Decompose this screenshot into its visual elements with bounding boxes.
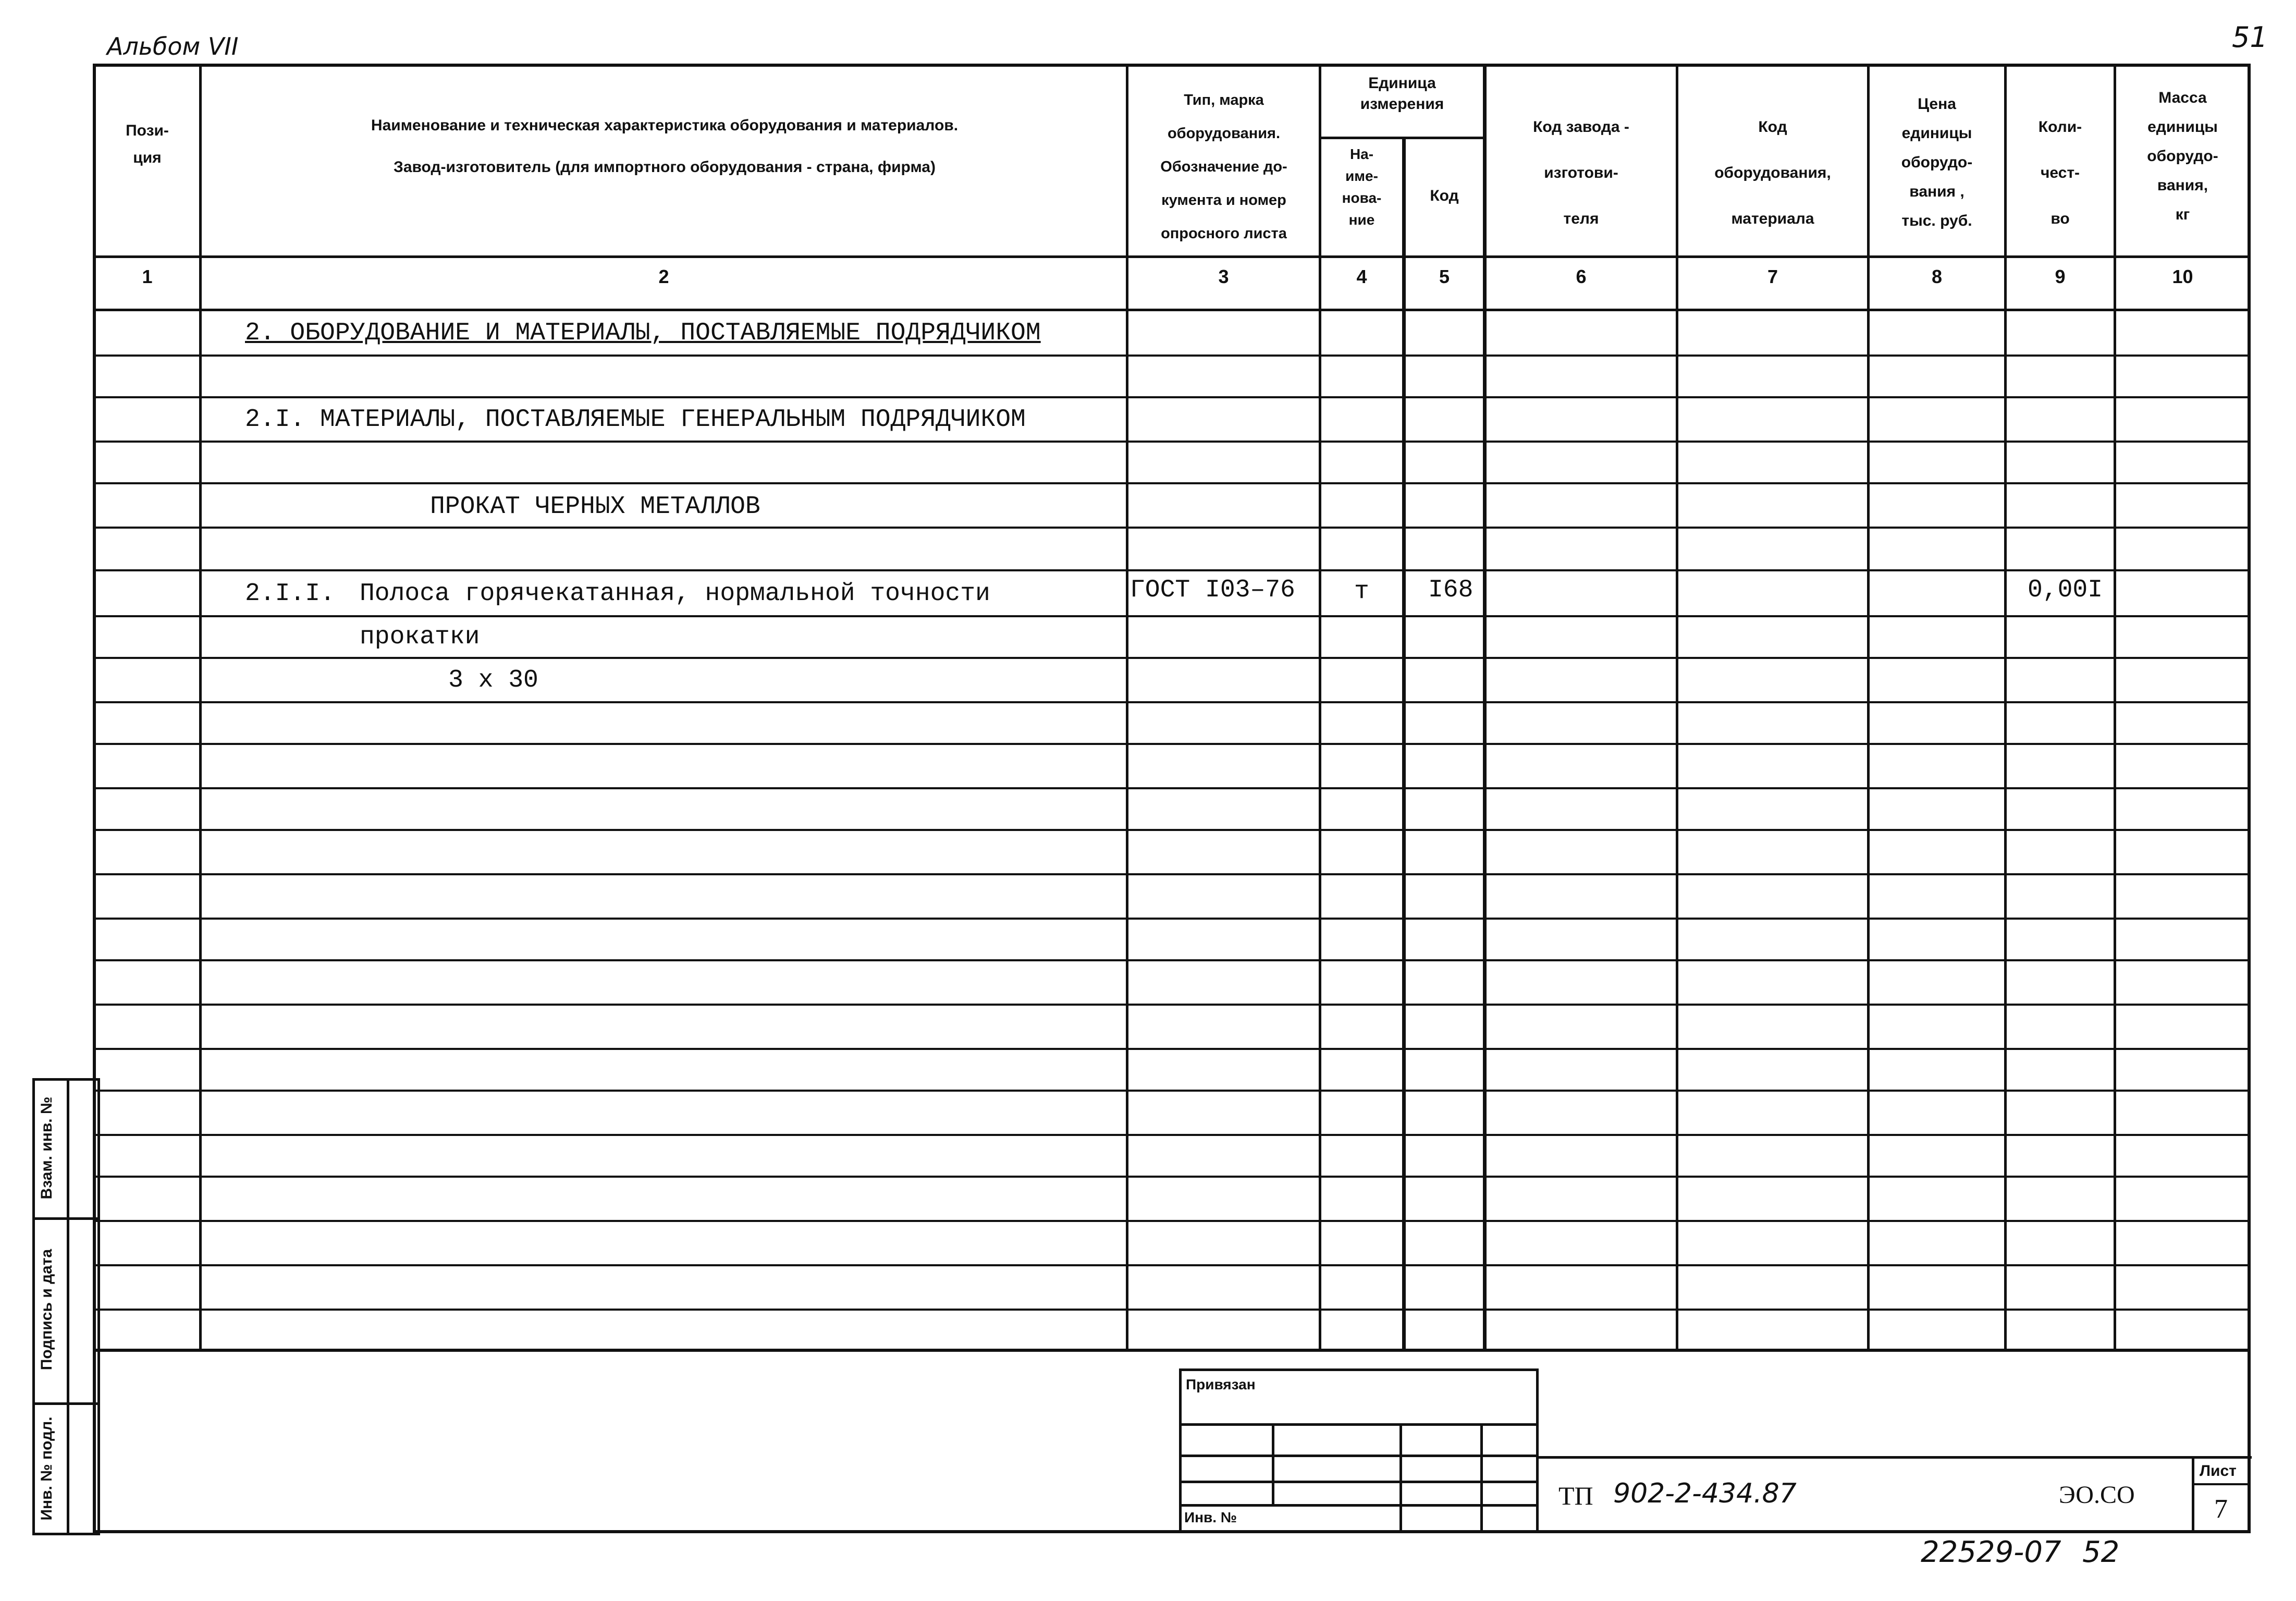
row-line — [93, 1134, 2251, 1136]
row-line — [93, 701, 2251, 703]
label-inv: Инв. № подл. — [38, 1416, 55, 1521]
group-heading: ПРОКАТ ЧЕРНЫХ МЕТАЛЛОВ — [430, 493, 760, 521]
album-label: Альбом VII — [107, 32, 239, 60]
sheet-number: 7 — [2214, 1494, 2228, 1524]
row-line — [93, 829, 2251, 831]
col-num-2: 2 — [658, 266, 669, 287]
row-line — [93, 615, 2251, 617]
row-line — [93, 918, 2251, 920]
binding-label: Привязан — [1186, 1376, 1256, 1392]
col-num-3: 3 — [1218, 266, 1229, 287]
item-name-cont: прокатки — [360, 623, 480, 651]
header-mass: Масса единицы оборудо- вания, кг — [2147, 89, 2218, 223]
header-type: Тип, марка оборудования. Обозначение до- кумента и номер опросного листа — [1160, 92, 1287, 242]
row-line — [93, 355, 2251, 357]
footer-code: 22529-07 — [1921, 1535, 2061, 1569]
header-equipment-code: Код оборудования, материала — [1714, 118, 1831, 227]
header-unit-name: На- име- нова- ние — [1342, 146, 1382, 228]
item-name: Полоса горячекатанная, нормальной точности — [360, 580, 990, 608]
item-position: 2.I.I. — [245, 580, 335, 608]
col-num-6: 6 — [1576, 266, 1587, 287]
header-name: Наименование и техническая характеристика оборудования и материалов. Завод-изготовитель (для импортного оборудования - страна, фирма) — [371, 117, 959, 176]
row-line — [93, 1309, 2251, 1311]
col-num-1: 1 — [142, 266, 153, 287]
header-unit-code: Код — [1430, 187, 1459, 204]
subsection-heading: 2.I. МАТЕРИАЛЫ, ПОСТАВЛЯЕМЫЕ ГЕНЕРАЛЬНЫМ ПОДРЯДЧИКОМ — [245, 406, 1026, 434]
row-line — [93, 441, 2251, 443]
col-num-4: 4 — [1356, 266, 1367, 287]
header-factory-code: Код завода - изготови- теля — [1533, 118, 1629, 227]
row-line — [93, 396, 2251, 398]
col-num-9: 9 — [2055, 266, 2066, 287]
doc-prefix: ТП — [1558, 1481, 1593, 1510]
row-line — [93, 569, 2251, 571]
header-quantity: Коли- чест- во — [2038, 118, 2082, 227]
item-unit-code: I68 — [1428, 576, 1474, 604]
row-line — [93, 527, 2251, 529]
col-num-10: 10 — [2172, 266, 2193, 287]
item-document: ГОСТ I03–76 — [1130, 576, 1295, 604]
sheet-label: Лист — [2200, 1462, 2237, 1480]
row-line — [93, 873, 2251, 875]
row-line — [93, 482, 2251, 484]
item-quantity: 0,00I — [2028, 576, 2103, 604]
label-podpis: Подпись и дата — [38, 1249, 55, 1371]
page-number: 51 — [2232, 21, 2268, 54]
row-line — [93, 1176, 2251, 1178]
item-unit: т — [1354, 578, 1369, 606]
row-line — [93, 1264, 2251, 1266]
header-price: Цена единицы оборудо- вания , тыс. руб. — [1901, 95, 1973, 229]
label-vzam: Взам. инв. № — [38, 1096, 55, 1200]
doc-number: 902-2-434.87 — [1613, 1478, 1797, 1509]
header-unit-group: Единица измерения — [1360, 75, 1444, 113]
row-line — [93, 1004, 2251, 1006]
inv-label: Инв. № — [1184, 1509, 1237, 1525]
row-line — [93, 959, 2251, 961]
col-num-7: 7 — [1767, 266, 1778, 287]
row-line — [93, 1090, 2251, 1092]
row-line — [93, 787, 2251, 789]
binding-block — [1179, 1368, 1539, 1533]
footer-number: 52 — [2082, 1535, 2120, 1569]
header-position: Пози- ция — [126, 122, 169, 166]
item-size: 3 x 30 — [448, 666, 538, 694]
col-num-5: 5 — [1439, 266, 1450, 287]
row-line — [93, 743, 2251, 745]
section-heading: 2. ОБОРУДОВАНИЕ И МАТЕРИАЛЫ, ПОСТАВЛЯЕМЫЕ ПОДРЯДЧИКОМ — [245, 319, 1041, 347]
row-line — [93, 1220, 2251, 1222]
col-num-8: 8 — [1931, 266, 1943, 287]
row-line — [93, 1048, 2251, 1050]
row-line — [93, 657, 2251, 659]
doc-code: ЭО.СО — [2059, 1481, 2135, 1509]
